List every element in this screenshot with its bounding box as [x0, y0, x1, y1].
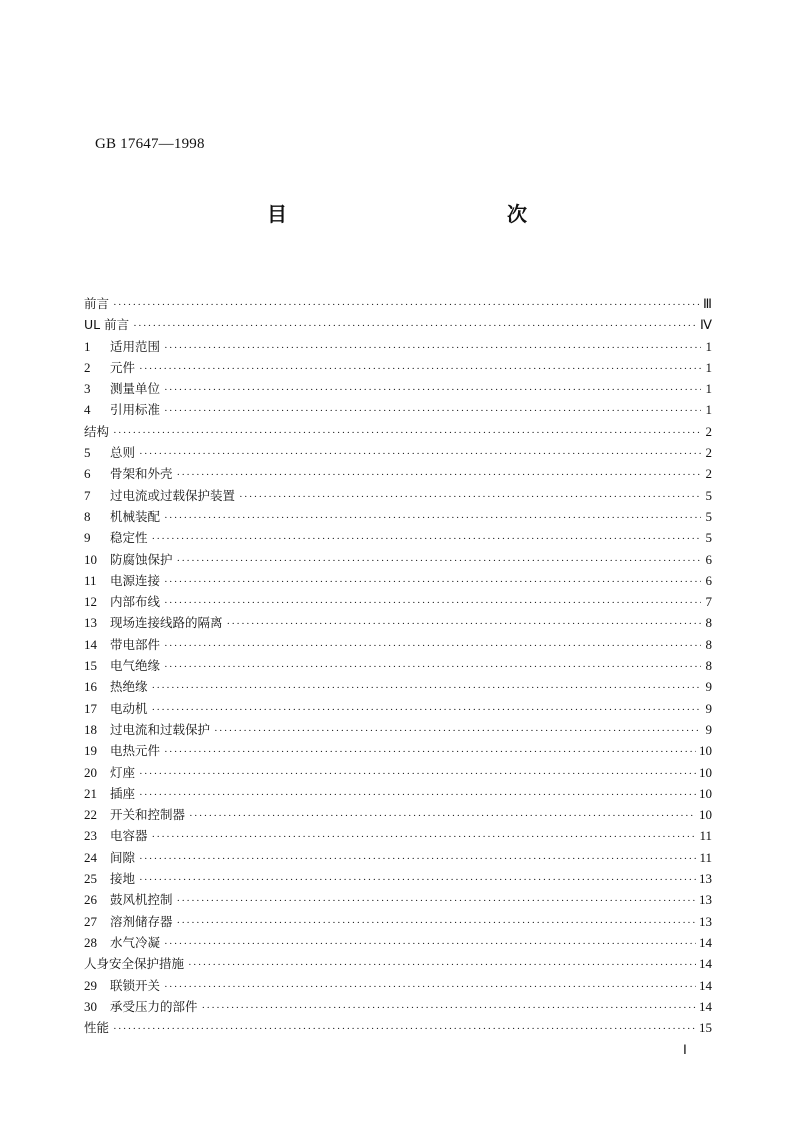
- toc-entry-label: 鼓风机控制: [110, 892, 173, 908]
- toc-entry[interactable]: [84, 911, 712, 932]
- toc-entry-page: 15: [699, 1020, 712, 1036]
- toc-entry-number: 17: [84, 700, 97, 716]
- toc-entry-number: 10: [84, 551, 97, 567]
- toc-entry-label: 性能: [84, 1020, 110, 1036]
- toc-entry-page: 13: [699, 871, 712, 887]
- toc-entry-label: 适用范围: [110, 338, 161, 354]
- toc-entry-number: 29: [84, 977, 97, 993]
- toc-dot-leader: [177, 913, 696, 934]
- toc-entry-number: 9: [84, 530, 91, 546]
- toc-entry[interactable]: [84, 698, 712, 719]
- toc-entry-label: 机械装配: [110, 508, 161, 524]
- toc-entry-page: 5: [705, 530, 712, 546]
- toc-dot-leader: [152, 529, 701, 550]
- toc-entry-label: 元件: [110, 359, 136, 375]
- toc-dot-leader: [113, 423, 701, 444]
- toc-entry-page: 14: [699, 956, 712, 972]
- toc-entry[interactable]: [84, 314, 712, 335]
- toc-dot-leader: [164, 508, 701, 529]
- toc-dot-leader: [214, 721, 701, 742]
- toc-entry-label: 接地: [110, 871, 136, 887]
- toc-entry-label: 电热元件: [110, 743, 161, 759]
- toc-entry[interactable]: [84, 570, 712, 591]
- toc-entry[interactable]: [84, 996, 712, 1017]
- toc-entry[interactable]: [84, 1017, 712, 1038]
- toc-entry-page: 11: [699, 828, 712, 844]
- toc-dot-leader: [164, 401, 701, 422]
- toc-entry[interactable]: [84, 399, 712, 420]
- toc-entry-page: 10: [699, 764, 712, 780]
- page-title: 目 次: [267, 202, 587, 226]
- toc-entry[interactable]: [84, 357, 712, 378]
- toc-entry[interactable]: [84, 293, 712, 314]
- toc-entry-number: 26: [84, 892, 97, 908]
- toc-entry-page: 5: [705, 487, 712, 503]
- toc-entry-number: 16: [84, 679, 97, 695]
- toc-entry[interactable]: [84, 953, 712, 974]
- toc-entry-label: 溶剂储存器: [110, 913, 173, 929]
- toc-entry[interactable]: [84, 612, 712, 633]
- toc-entry-number: 21: [84, 785, 97, 801]
- toc-entry-label: 总则: [110, 445, 136, 461]
- toc-entry-label: 电气绝缘: [110, 658, 161, 674]
- toc-entry-label: 开关和控制器: [110, 807, 186, 823]
- toc-dot-leader: [139, 359, 701, 380]
- toc-entry-page: 8: [705, 615, 712, 631]
- toc-dot-leader: [164, 636, 701, 657]
- toc-entry-number: 7: [84, 487, 91, 503]
- toc-entry-label: 内部布线: [110, 594, 161, 610]
- toc-entry-page: 1: [705, 381, 712, 397]
- toc-entry-page: 14: [699, 977, 712, 993]
- toc-entry-label: 电动机: [110, 700, 148, 716]
- toc-entry-page: 14: [699, 998, 712, 1014]
- toc-dot-leader: [139, 444, 701, 465]
- toc-entry[interactable]: [84, 825, 712, 846]
- toc-dot-leader: [139, 849, 696, 870]
- toc-entry[interactable]: [84, 336, 712, 357]
- toc-entry[interactable]: [84, 655, 712, 676]
- toc-entry-number: 14: [84, 636, 97, 652]
- toc-entry-page: 13: [699, 892, 712, 908]
- toc-entry-number: 12: [84, 594, 97, 610]
- toc-entry-page: Ⅳ: [700, 317, 712, 333]
- toc-entry-page: 10: [699, 785, 712, 801]
- toc-dot-leader: [164, 977, 696, 998]
- toc-dot-leader: [113, 1019, 696, 1040]
- toc-entry[interactable]: [84, 485, 712, 506]
- toc-entry-number: 19: [84, 743, 97, 759]
- toc-entry[interactable]: [84, 442, 712, 463]
- toc-entry-page: 2: [705, 466, 712, 482]
- toc-entry[interactable]: [84, 378, 712, 399]
- toc-dot-leader: [164, 338, 701, 359]
- toc-entry-label: 间隙: [110, 849, 136, 865]
- toc-entry-number: 4: [84, 402, 91, 418]
- toc-entry-page: 8: [705, 636, 712, 652]
- toc-dot-leader: [188, 955, 696, 976]
- toc-entry-label: 防腐蚀保护: [110, 551, 173, 567]
- toc-entry-number: 28: [84, 934, 97, 950]
- toc-dot-leader: [139, 764, 696, 785]
- toc-dot-leader: [177, 891, 696, 912]
- toc-dot-leader: [133, 316, 697, 337]
- toc-entry[interactable]: [84, 421, 712, 442]
- toc-entry[interactable]: [84, 591, 712, 612]
- toc-entry-label: 带电部件: [110, 636, 161, 652]
- table-of-contents: [84, 293, 712, 1038]
- toc-entry-label: 前言: [84, 296, 110, 311]
- toc-dot-leader: [164, 593, 701, 614]
- toc-dot-leader: [113, 295, 700, 316]
- toc-entry-page: 8: [705, 658, 712, 674]
- toc-entry-page: 9: [705, 721, 712, 737]
- toc-entry-label: 过电流和过载保护: [110, 721, 211, 737]
- standard-code: GB 17647—1998: [95, 136, 205, 152]
- toc-dot-leader: [239, 487, 701, 508]
- toc-entry-number: 25: [84, 871, 97, 887]
- toc-entry-page: 9: [705, 679, 712, 695]
- toc-entry[interactable]: [84, 463, 712, 484]
- toc-dot-leader: [139, 870, 696, 891]
- toc-entry-number: 1: [84, 338, 91, 354]
- toc-entry-page: Ⅲ: [703, 296, 712, 311]
- toc-entry-number: 11: [84, 572, 97, 588]
- toc-entry-page: 10: [699, 743, 712, 759]
- toc-dot-leader: [152, 827, 697, 848]
- toc-entry-page: 10: [699, 807, 712, 823]
- toc-entry-label: 过电流或过载保护装置: [110, 487, 236, 503]
- toc-entry[interactable]: [84, 506, 712, 527]
- toc-entry-page: 5: [705, 508, 712, 524]
- toc-entry[interactable]: [84, 719, 712, 740]
- toc-entry-label: 热绝缘: [110, 679, 148, 695]
- toc-entry-page: 1: [705, 359, 712, 375]
- toc-entry[interactable]: [84, 932, 712, 953]
- toc-entry-number: 22: [84, 807, 97, 823]
- toc-dot-leader: [164, 742, 696, 763]
- toc-entry-label: 承受压力的部件: [110, 998, 198, 1014]
- toc-entry-number: 23: [84, 828, 97, 844]
- toc-dot-leader: [164, 572, 701, 593]
- toc-dot-leader: [139, 785, 696, 806]
- toc-entry-number: 18: [84, 721, 97, 737]
- toc-entry-page: 9: [705, 700, 712, 716]
- toc-entry[interactable]: [84, 975, 712, 996]
- toc-dot-leader: [202, 998, 696, 1019]
- toc-entry-number: 5: [84, 445, 91, 461]
- toc-entry-label: 电源连接: [110, 572, 161, 588]
- toc-entry[interactable]: [84, 762, 712, 783]
- page-number: Ⅰ: [683, 1042, 687, 1057]
- toc-entry-label: 稳定性: [110, 530, 148, 546]
- toc-entry-number: 3: [84, 381, 91, 397]
- toc-dot-leader: [164, 934, 696, 955]
- toc-entry-page: 6: [705, 551, 712, 567]
- toc-entry-label: 插座: [110, 785, 136, 801]
- toc-entry[interactable]: [84, 889, 712, 910]
- toc-entry-page: 6: [705, 572, 712, 588]
- toc-entry-label: 水气冷凝: [110, 934, 161, 950]
- toc-dot-leader: [164, 657, 701, 678]
- toc-entry-number: 6: [84, 466, 91, 482]
- toc-entry[interactable]: [84, 740, 712, 761]
- toc-dot-leader: [189, 806, 696, 827]
- toc-dot-leader: [177, 551, 701, 572]
- toc-entry-label: 灯座: [110, 764, 136, 780]
- toc-entry-label: 现场连接线路的隔离: [110, 615, 223, 631]
- toc-entry-label: 电容器: [110, 828, 148, 844]
- toc-entry-page: 11: [699, 849, 712, 865]
- toc-dot-leader: [152, 700, 701, 721]
- toc-entry-label: 结构: [84, 423, 110, 439]
- toc-dot-leader: [164, 380, 701, 401]
- toc-entry[interactable]: [84, 549, 712, 570]
- toc-entry-number: 27: [84, 913, 97, 929]
- toc-entry-label: 引用标准: [110, 402, 161, 418]
- toc-dot-leader: [152, 678, 701, 699]
- toc-entry-label: 测量单位: [110, 381, 161, 397]
- toc-entry-page: 2: [705, 423, 712, 439]
- toc-entry[interactable]: [84, 868, 712, 889]
- toc-entry-number: 30: [84, 998, 97, 1014]
- toc-entry[interactable]: [84, 527, 712, 548]
- toc-entry[interactable]: [84, 847, 712, 868]
- toc-dot-leader: [227, 614, 701, 635]
- toc-entry-label: UL 前言: [84, 317, 130, 333]
- toc-entry[interactable]: [84, 676, 712, 697]
- toc-entry-number: 24: [84, 849, 97, 865]
- toc-entry-page: 7: [705, 594, 712, 610]
- toc-entry[interactable]: [84, 783, 712, 804]
- toc-entry[interactable]: [84, 804, 712, 825]
- toc-entry-number: 15: [84, 658, 97, 674]
- toc-entry-label: 骨架和外壳: [110, 466, 173, 482]
- toc-entry-number: 20: [84, 764, 97, 780]
- toc-entry-number: 8: [84, 508, 91, 524]
- toc-entry-label: 人身安全保护措施: [84, 956, 185, 972]
- toc-entry-page: 13: [699, 913, 712, 929]
- toc-dot-leader: [177, 465, 701, 486]
- toc-entry-page: 1: [705, 338, 712, 354]
- toc-entry-page: 1: [705, 402, 712, 418]
- toc-entry[interactable]: [84, 634, 712, 655]
- toc-entry-number: 13: [84, 615, 97, 631]
- toc-entry-number: 2: [84, 359, 91, 375]
- toc-entry-page: 14: [699, 934, 712, 950]
- toc-entry-label: 联锁开关: [110, 977, 161, 993]
- toc-entry-page: 2: [705, 445, 712, 461]
